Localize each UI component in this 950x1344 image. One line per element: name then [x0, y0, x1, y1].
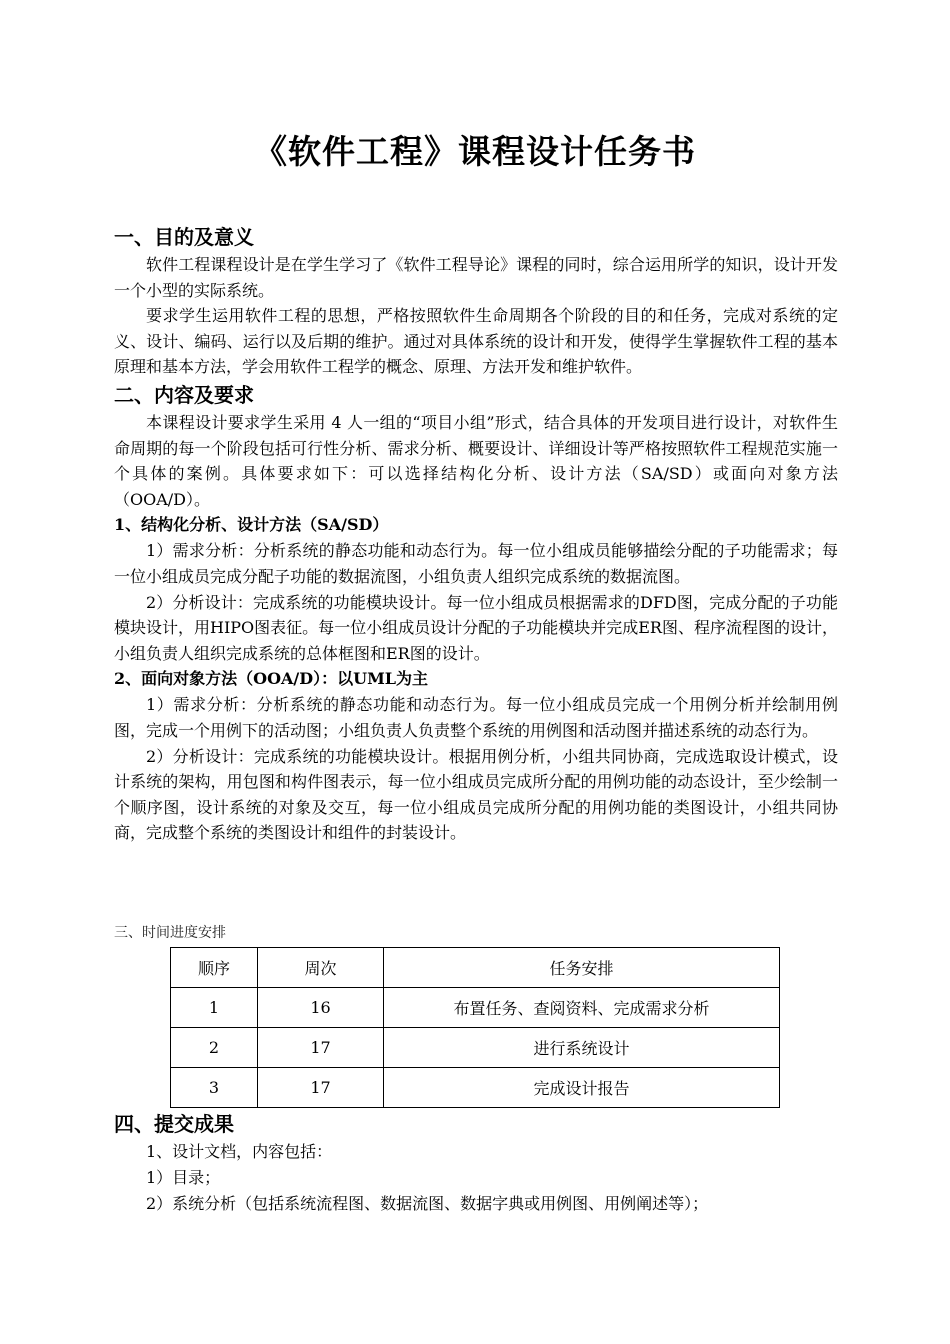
table-cell: 进行系统设计: [384, 1028, 780, 1068]
paragraph: 本课程设计要求学生采用 4 人一组的“项目小组”形式，结合具体的开发项目进行设计，对软件生命周期的每一个阶段包括可行性分析、需求分析、概要设计、详细设计等严格按照软件工程规范实施一个具体的案例。具体要求如下：可以选择结构化分析、设计方法（SA/SD）或面向对象方法（OOA/D）。: [114, 412, 838, 509]
column-header-order: 顺序: [171, 948, 258, 988]
column-header-week: 周次: [258, 948, 384, 988]
table-cell: 1: [171, 988, 258, 1028]
list-item: 2）系统分析（包括系统流程图、数据流图、数据字典或用例图、用例阐述等）；: [146, 1194, 709, 1213]
table-cell: 3: [171, 1068, 258, 1108]
table-cell: 布置任务、查阅资料、完成需求分析: [384, 988, 780, 1028]
paragraph: 2）分析设计：完成系统的功能模块设计。每一位小组成员根据需求的DFD图，完成分配的子功能模块设计，用HIPO图表征。每一位小组成员设计分配的子功能模块并完成ER图、程序流程图的设计，小组负责人组织完成系统的总体框图和ER图的设计。: [114, 592, 838, 663]
section-deliverables: [114, 1109, 838, 1217]
table-cell: 17: [258, 1068, 384, 1108]
column-header-task: 任务安排: [384, 948, 780, 988]
paragraph: 1）需求分析：分析系统的静态功能和动态行为。每一位小组成员完成一个用例分析并绘制用例图，完成一个用例下的活动图；小组负责人负责整个系统的用例图和活动图并描述系统的动态行为。: [114, 695, 838, 740]
schedule-table: [170, 947, 780, 1108]
document-title: 《软件工程》课程设计任务书: [254, 132, 696, 171]
subsection-heading-sasd: 1、结构化分析、设计方法（SA/SD）: [114, 515, 389, 535]
table-cell: 16: [258, 988, 384, 1028]
paragraph: 2）分析设计：完成系统的功能模块设计。根据用例分析，小组共同协商，完成选取设计模式，设计系统的架构，用包图和构件图表示，每一位小组成员完成所分配的用例功能的动态设计，至少绘制一个顺序图，设计系统的对象及交互，每一位小组成员完成所分配的用例功能的类图设计，小组共同协商，完成整个系统的类图设计和组件的封装设计。: [114, 746, 838, 843]
section-heading-purpose: 一、目的及意义: [114, 225, 254, 249]
table-cell: 完成设计报告: [384, 1068, 780, 1108]
paragraph: 软件工程课程设计是在学生学习了《软件工程导论》课程的同时，综合运用所学的知识，设计开发一个小型的实际系统。: [114, 255, 838, 300]
paragraph: 1）需求分析：分析系统的静态功能和动态行为。每一位小组成员能够描绘分配的子功能需求；每一位小组成员完成分配子功能的数据流图，小组负责人组织完成系统的数据流图。: [114, 541, 838, 586]
section-heading-content: 二、内容及要求: [114, 382, 254, 407]
list-item: 1、设计文档，内容包括：: [146, 1142, 333, 1161]
table-row: [171, 1068, 780, 1108]
table-row: [171, 988, 780, 1028]
table-cell: 17: [258, 1028, 384, 1068]
section-heading-deliverables: 四、提交成果: [114, 1112, 234, 1136]
table-cell: 2: [171, 1028, 258, 1068]
section-purpose: [114, 222, 838, 846]
paragraph: 要求学生运用软件工程的思想，严格按照软件生命周期各个阶段的目的和任务，完成对系统的定义、设计、编码、运行以及后期的维护。通过对具体系统的设计和开发，使得学生掌握软件工程的基本原理和基本方法，学会用软件工程学的概念、原理、方法开发和维护软件。: [114, 306, 838, 377]
subsection-heading-ooad: 2、面向对象方法（OOA/D）：以UML为主: [114, 669, 429, 689]
list-item: 1）目录；: [146, 1168, 221, 1187]
table-row: [171, 1028, 780, 1068]
table-header-row: [171, 948, 780, 988]
section-heading-schedule: 三、时间进度安排: [114, 925, 226, 941]
